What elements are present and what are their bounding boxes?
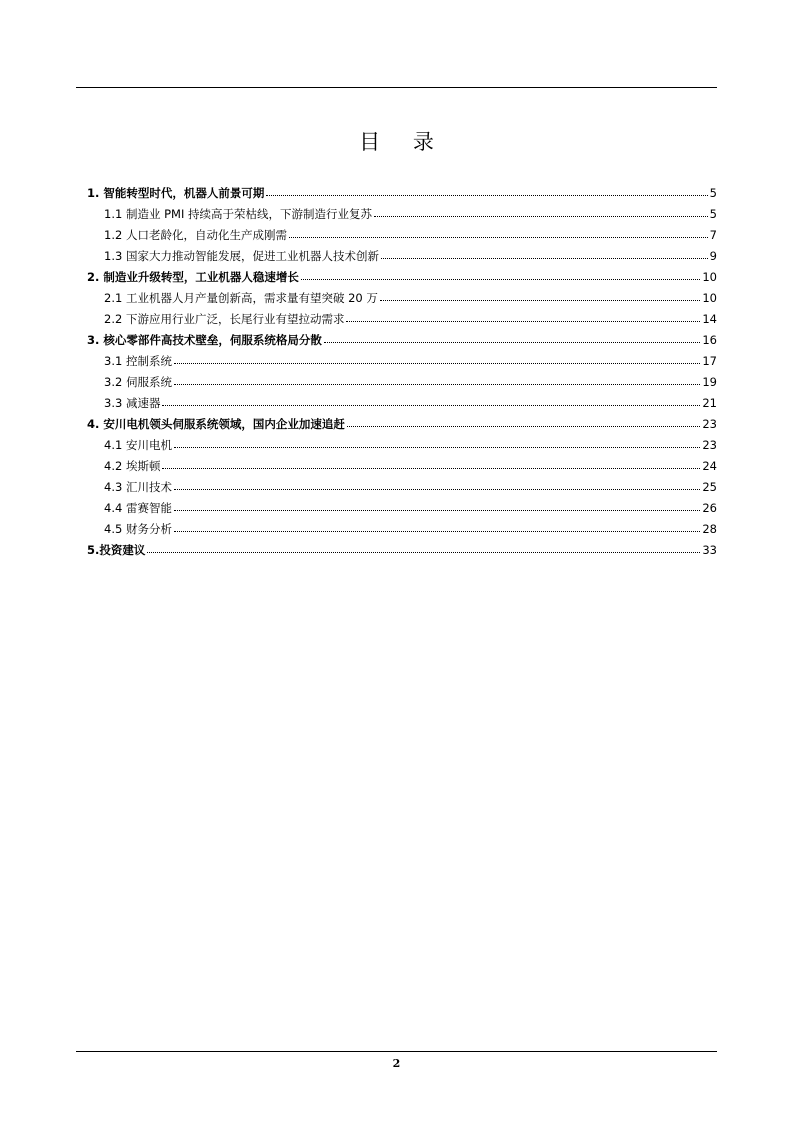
toc-entry-1[interactable] <box>87 179 717 200</box>
toc-dot-leader <box>174 489 700 490</box>
toc-entry-page: 9 <box>709 249 717 263</box>
toc-entry-4-1[interactable] <box>87 431 717 452</box>
toc-dot-leader <box>162 468 700 469</box>
toc-entry-label: 1.2 人口老龄化，自动化生产成刚需 <box>104 228 287 242</box>
toc-dot-leader <box>174 363 700 364</box>
toc-entry-4-3[interactable] <box>87 473 717 494</box>
toc-entry-3[interactable] <box>87 326 717 347</box>
toc-dot-leader <box>174 510 700 511</box>
table-of-contents <box>87 179 717 557</box>
footer-rule <box>76 1051 717 1052</box>
toc-dot-leader <box>346 321 700 322</box>
toc-entry-label: 3.2 伺服系统 <box>104 375 172 389</box>
toc-dot-leader <box>174 384 700 385</box>
toc-entry-label: 3.1 控制系统 <box>104 354 172 368</box>
toc-entry-label: 2.1 工业机器人月产量创新高，需求量有望突破 20 万 <box>104 291 378 305</box>
toc-dot-leader <box>289 237 708 238</box>
toc-entry-3-1[interactable] <box>87 347 717 368</box>
toc-entry-label: 4.5 财务分析 <box>104 522 172 536</box>
toc-dot-leader <box>162 405 700 406</box>
toc-entry-label: 1. 智能转型时代，机器人前景可期 <box>87 186 265 200</box>
toc-entry-page: 5 <box>709 186 717 200</box>
header-rule <box>76 87 717 88</box>
toc-entry-page: 21 <box>702 396 717 410</box>
toc-entry-page: 26 <box>702 501 717 515</box>
toc-entry-5[interactable] <box>87 536 717 557</box>
toc-entry-label: 4.3 汇川技术 <box>104 480 172 494</box>
toc-dot-leader <box>380 300 700 301</box>
toc-entry-page: 19 <box>702 375 717 389</box>
toc-entry-1-2[interactable] <box>87 221 717 242</box>
toc-entry-page: 10 <box>702 270 717 284</box>
toc-dot-leader <box>174 447 700 448</box>
toc-entry-page: 25 <box>702 480 717 494</box>
toc-entry-label: 3. 核心零部件高技术壁垒，伺服系统格局分散 <box>87 333 322 347</box>
toc-entry-page: 24 <box>702 459 717 473</box>
toc-entry-page: 14 <box>702 312 717 326</box>
page-number: 2 <box>392 1057 401 1070</box>
toc-entry-page: 16 <box>702 333 717 347</box>
toc-entry-label: 2. 制造业升级转型，工业机器人稳速增长 <box>87 270 299 284</box>
toc-entry-1-1[interactable] <box>87 200 717 221</box>
toc-title: 目 录 <box>359 130 447 154</box>
toc-entry-label: 4.2 埃斯顿 <box>104 459 161 473</box>
toc-entry-page: 17 <box>702 354 717 368</box>
toc-entry-label: 4. 安川电机领头伺服系统领域，国内企业加速追赶 <box>87 417 345 431</box>
toc-entry-3-2[interactable] <box>87 368 717 389</box>
toc-entry-page: 33 <box>702 543 717 557</box>
toc-entry-4[interactable] <box>87 410 717 431</box>
toc-dot-leader <box>301 279 700 280</box>
toc-entry-label: 2.2 下游应用行业广泛，长尾行业有望拉动需求 <box>104 312 345 326</box>
toc-dot-leader <box>174 531 700 532</box>
toc-entry-4-2[interactable] <box>87 452 717 473</box>
toc-entry-label: 1.1 制造业 PMI 持续高于荣枯线，下游制造行业复苏 <box>104 207 373 221</box>
toc-entry-label: 1.3 国家大力推动智能发展，促进工业机器人技术创新 <box>104 249 379 263</box>
toc-entry-page: 7 <box>709 228 717 242</box>
toc-entry-4-4[interactable] <box>87 494 717 515</box>
toc-entry-2-1[interactable] <box>87 284 717 305</box>
toc-entry-page: 10 <box>702 291 717 305</box>
toc-dot-leader <box>147 552 700 553</box>
toc-entry-page: 28 <box>702 522 717 536</box>
toc-entry-label: 3.3 减速器 <box>104 396 161 410</box>
toc-dot-leader <box>324 342 700 343</box>
toc-dot-leader <box>266 195 707 196</box>
toc-entry-label: 4.1 安川电机 <box>104 438 172 452</box>
toc-entry-2-2[interactable] <box>87 305 717 326</box>
toc-entry-1-3[interactable] <box>87 242 717 263</box>
toc-entry-label: 5.投资建议 <box>87 543 146 557</box>
toc-entry-page: 23 <box>702 417 717 431</box>
toc-entry-page: 5 <box>709 207 717 221</box>
toc-dot-leader <box>374 216 708 217</box>
toc-dot-leader <box>381 258 708 259</box>
toc-entry-2[interactable] <box>87 263 717 284</box>
toc-entry-3-3[interactable] <box>87 389 717 410</box>
toc-dot-leader <box>347 426 700 427</box>
toc-entry-page: 23 <box>702 438 717 452</box>
toc-entry-4-5[interactable] <box>87 515 717 536</box>
toc-entry-label: 4.4 雷赛智能 <box>104 501 172 515</box>
